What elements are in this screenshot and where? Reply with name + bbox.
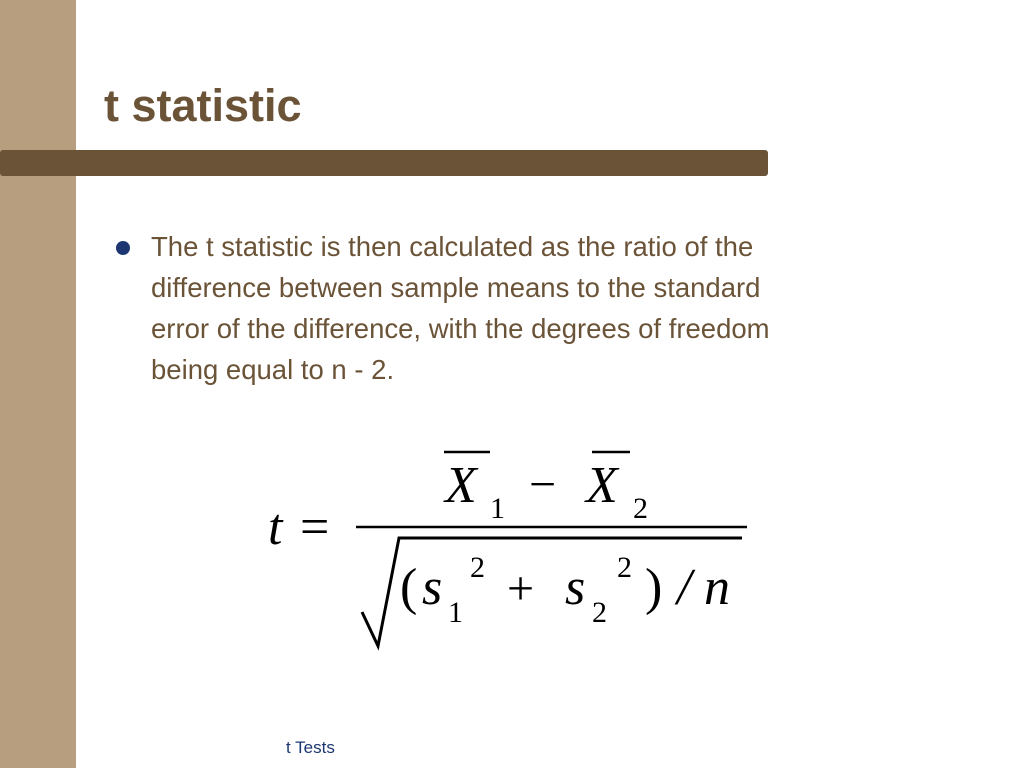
bullet-line: The t statistic is then calculated as the ratio of the [151, 231, 754, 262]
denominator-n: n [704, 559, 730, 616]
denominator-plus: + [507, 562, 535, 615]
denominator-s2: s [565, 559, 586, 616]
bullet-line: difference between sample means to the standard [151, 272, 761, 303]
footer-text: t Tests [286, 738, 335, 757]
bullet-line: being equal to n - 2. [151, 354, 395, 385]
bullet-point-icon [116, 241, 130, 255]
title-underline-bar [0, 150, 768, 176]
slide-title: t statistic [104, 80, 302, 131]
denominator-s2-exponent: 2 [617, 551, 632, 584]
denominator-s1: s [422, 559, 443, 616]
left-decorative-band [0, 0, 76, 768]
denominator-open-paren: ( [400, 559, 418, 616]
numerator-mean-2: X [586, 457, 618, 514]
formula-lhs-t: t [268, 499, 283, 556]
numerator-mean-1: X [445, 457, 477, 514]
bullet-line: error of the difference, with the degrees of freedom [151, 313, 770, 344]
formula-equals: = [300, 499, 330, 556]
denominator-s1-subscript: 1 [448, 596, 463, 629]
numerator-subscript-2: 2 [633, 492, 648, 525]
denominator-close-paren: ) [645, 559, 663, 616]
bullet-text [151, 226, 951, 390]
denominator-s2-subscript: 2 [592, 596, 607, 629]
numerator-subscript-1: 1 [490, 492, 505, 525]
denominator-s1-exponent: 2 [470, 551, 485, 584]
t-statistic-formula [250, 420, 770, 660]
numerator-minus: − [529, 458, 557, 511]
denominator-slash: / [677, 559, 692, 616]
